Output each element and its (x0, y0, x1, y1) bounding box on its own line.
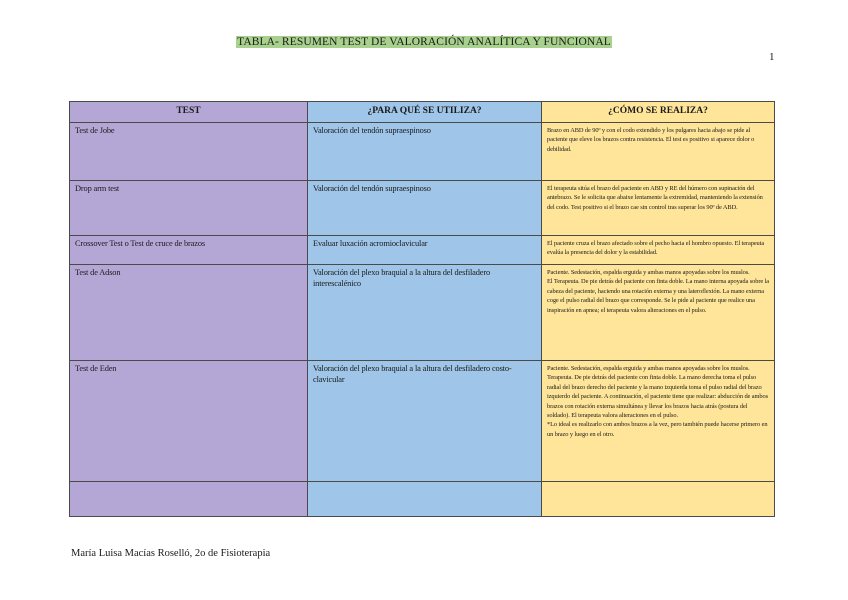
test-name-cell: Drop arm test (70, 181, 308, 236)
test-method-cell: El paciente cruza el brazo afectado sobre el pecho hacia el hombro opuesto. El terapeuta evalúa la presencia del dolor y la estabilidad. (542, 236, 775, 265)
document-footer: María Luisa Macías Roselló, 2o de Fisioterapia (71, 548, 271, 559)
test-purpose-cell: Valoración del plexo braquial a la altura del desfiladero costo-clavicular (308, 361, 542, 482)
table-row (70, 181, 775, 236)
test-purpose-cell: Valoración del tendón supraespinoso (308, 123, 542, 181)
header-test: TEST (70, 102, 308, 123)
table-row-empty (70, 482, 775, 517)
test-method-cell: El terapeuta sitúa el brazo del paciente en ABD y RE del húmero con supinación del antebrazo. Se le solicita que abaixe lentamente la extremidad, manteniendo la extensión del codo. Test positivo si el brazo cae sin control tras superar los 90º de ABD. (542, 181, 775, 236)
test-name-cell (70, 482, 308, 517)
summary-table (69, 101, 775, 517)
test-method-cell: Brazo en ABD de 90º y con el codo extendido y los pulgares hacia abajo se pide al paciente que eleve los brazos contra resistencia. El test es positivo si aparece dolor o debilidad. (542, 123, 775, 181)
page-number: 1 (769, 51, 775, 63)
test-purpose-cell: Evaluar luxación acromioclavicular (308, 236, 542, 265)
test-purpose-cell: Valoración del tendón supraespinoso (308, 181, 542, 236)
test-name-cell: Crossover Test o Test de cruce de brazos (70, 236, 308, 265)
header-purpose: ¿PARA QUÉ SE UTILIZA? (308, 102, 542, 123)
table-row (70, 236, 775, 265)
test-name-cell: Test de Jobe (70, 123, 308, 181)
document-title: TABLA- RESUMEN TEST DE VALORACIÓN ANALÍTICA Y FUNCIONAL (237, 36, 611, 48)
test-purpose-cell (308, 482, 542, 517)
test-method-cell: Paciente. Sedestación, espalda erguida y ambas manos apoyadas sobre los muslos. Terapeuta. De pie detrás del paciente con finta doble. La mano derecha toma el pulso radial del brazo derecho del paciente y la mano izquierda toma el pulso radial del brazo izquierdo del paciente. A continuación, el paciente tiene que realizar: abducción de ambos brazos con rotación externa simultánea y llevar los brazos hacia atrás (postura del soldado). El terapeuta valora alteraciones en el pulso. *Lo ideal es realizarlo con ambos brazos a la vez, pero también puede hacerse primero en un brazo y luego en el otro. (542, 361, 775, 482)
test-name-cell: Test de Adson (70, 265, 308, 361)
test-name-cell: Test de Eden (70, 361, 308, 482)
test-method-cell: Paciente. Sedestación, espalda erguida y ambas manos apoyadas sobre los muslos. El Terapeuta. De pie detrás del paciente con finta doble. La mano interna apoyada sobre la cabeza del paciente, haciendo una rotación externa y una lateroflexión. La mano externa coge el pulso radial del brazo que corresponde. Se le pide al paciente que realice una inspiración en apnea; el terapeuta valora alteraciones en el pulso. (542, 265, 775, 361)
test-purpose-cell: Valoración del plexo braquial a la altura del desfiladero interescalénico (308, 265, 542, 361)
table-row (70, 123, 775, 181)
header-method: ¿CÓMO SE REALIZA? (542, 102, 775, 123)
test-method-cell (542, 482, 775, 517)
table-row (70, 265, 775, 361)
table-header-row (70, 102, 775, 123)
table-row (70, 361, 775, 482)
